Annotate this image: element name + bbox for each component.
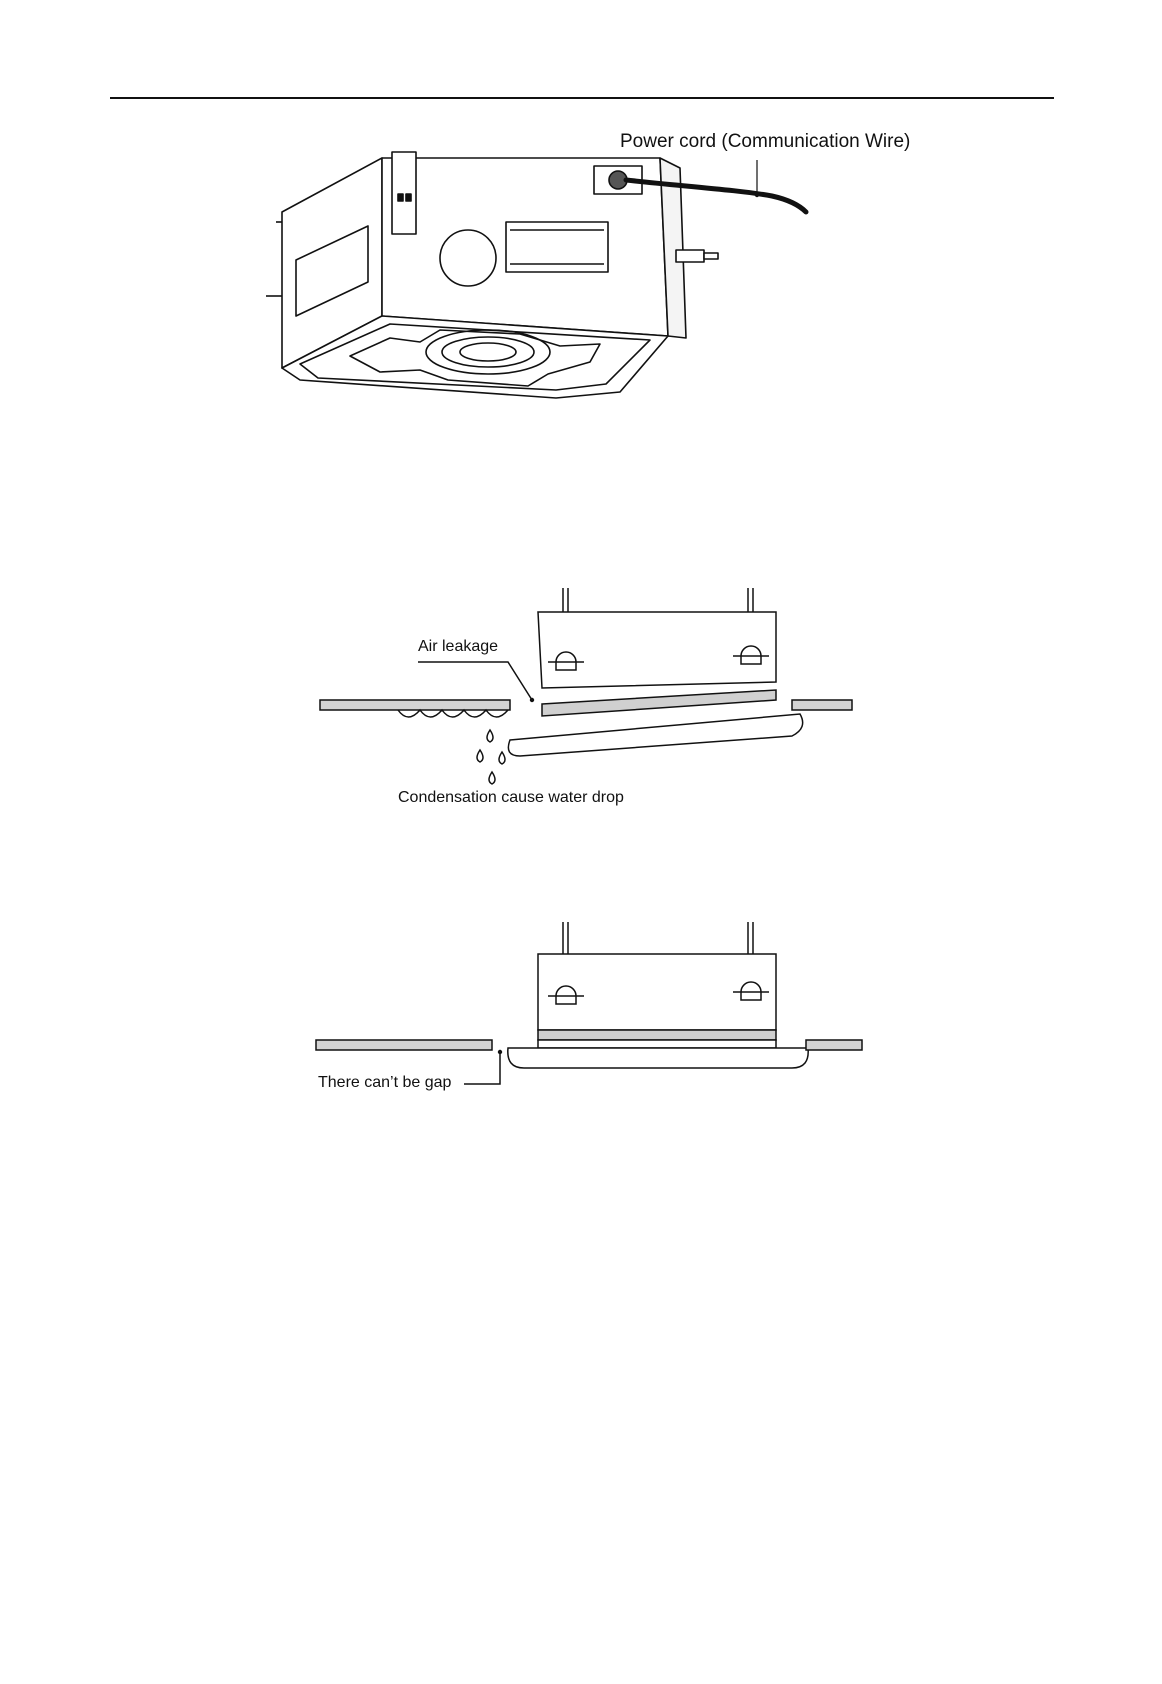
rod-nut-left xyxy=(556,986,576,1004)
panel-level xyxy=(508,1048,808,1068)
gap-label: There can’t be gap xyxy=(318,1074,452,1091)
gap-leader xyxy=(464,1052,500,1084)
seal-strip-level xyxy=(538,1030,776,1040)
air-leakage-label: Air leakage xyxy=(418,638,499,655)
rod-nut-right xyxy=(741,982,761,1000)
leader-dot xyxy=(498,1050,502,1054)
seal-base xyxy=(538,1040,776,1048)
power-cord-label: Power cord (Communication Wire) xyxy=(620,131,911,152)
condensation-label: Condensation cause water drop xyxy=(398,789,624,806)
ceiling-board-left xyxy=(316,1040,492,1050)
ceiling-board-right xyxy=(806,1040,862,1050)
